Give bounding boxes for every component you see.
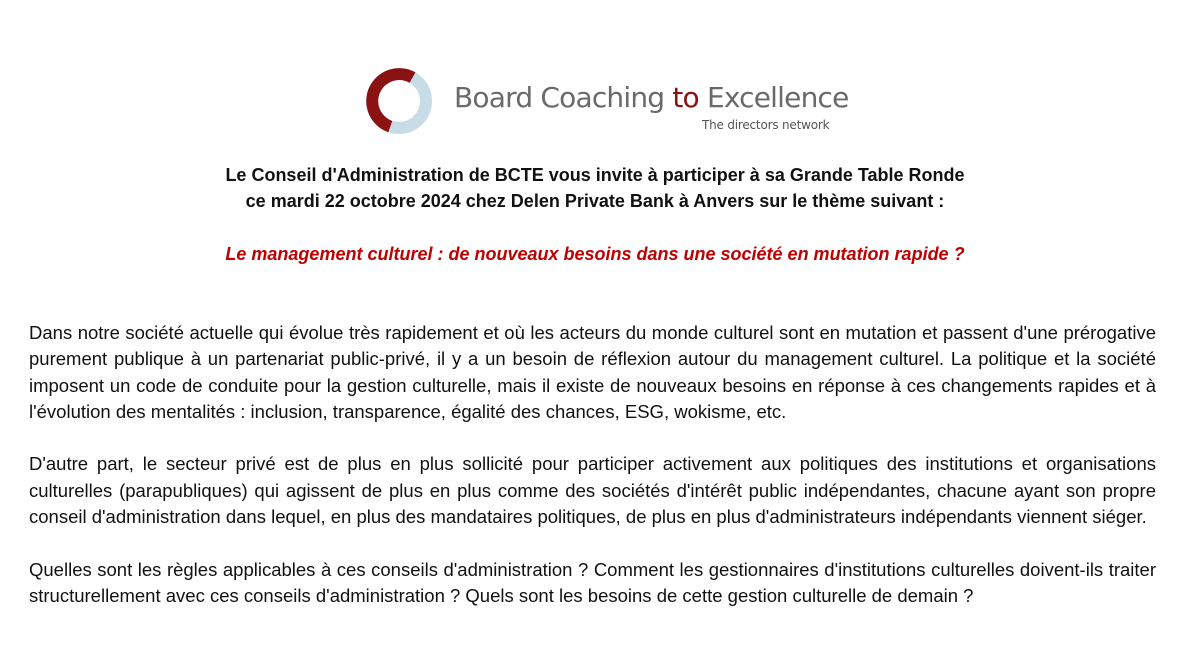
bcte-ring-logo-icon	[364, 66, 434, 136]
paragraph-3: Quelles sont les règles applicables à ces conseils d'administration ? Comment les gestionnaires d'institutions culturelles doivent-ils traiter structurellement avec ces conseils d'administration ? Quels sont les besoins de cette gestion culturelle de demain ?	[29, 558, 1156, 606]
logo-tagline: The directors network	[702, 118, 830, 132]
body-text	[29, 320, 1156, 636]
invitation-intro	[0, 162, 1190, 214]
event-theme: Le management culturel : de nouveaux besoins dans une société en mutation rapide ?	[225, 244, 965, 264]
logo-wordmark	[454, 82, 849, 114]
logo-name-part1: Board Coaching	[454, 81, 673, 114]
paragraph-1: Dans notre société actuelle qui évolue très rapidement et où les acteurs du monde culturel sont en mutation et passent d'une prérogative purement publique à un partenariat public-privé, il y a un besoin de réflexion autour du management culturel. La politique et la société imposent un code de conduite pour la gestion culturelle, mais il existe de nouveaux besoins en réponse à ces changements rapides et à l'évolution des mentalités : inclusion, transparence, égalité des chances, ESG, wokisme, etc.	[29, 322, 1156, 422]
paragraph-2: D'autre part, le secteur privé est de plus en plus sollicité pour participer activement aux politiques des institutions et organisations culturelles (parapubliques) qui agissent de plus en plus comme des sociétés d'intérêt public indépendantes, chacune ayant son propre conseil d'administration dans lequel, en plus des mandataires politiques, de plus en plus d'administrateurs indépendants viennent siéger.	[29, 453, 1156, 528]
intro-line-1: Le Conseil d'Administration de BCTE vous invite à participer à sa Grande Table Ronde	[225, 165, 965, 185]
logo-name-part2: Excellence	[698, 81, 849, 114]
bcte-logo	[364, 66, 849, 136]
intro-line-2: ce mardi 22 octobre 2024 chez Delen Private Bank à Anvers sur le thème suivant :	[245, 191, 945, 211]
logo-name-accent: to	[672, 81, 699, 114]
